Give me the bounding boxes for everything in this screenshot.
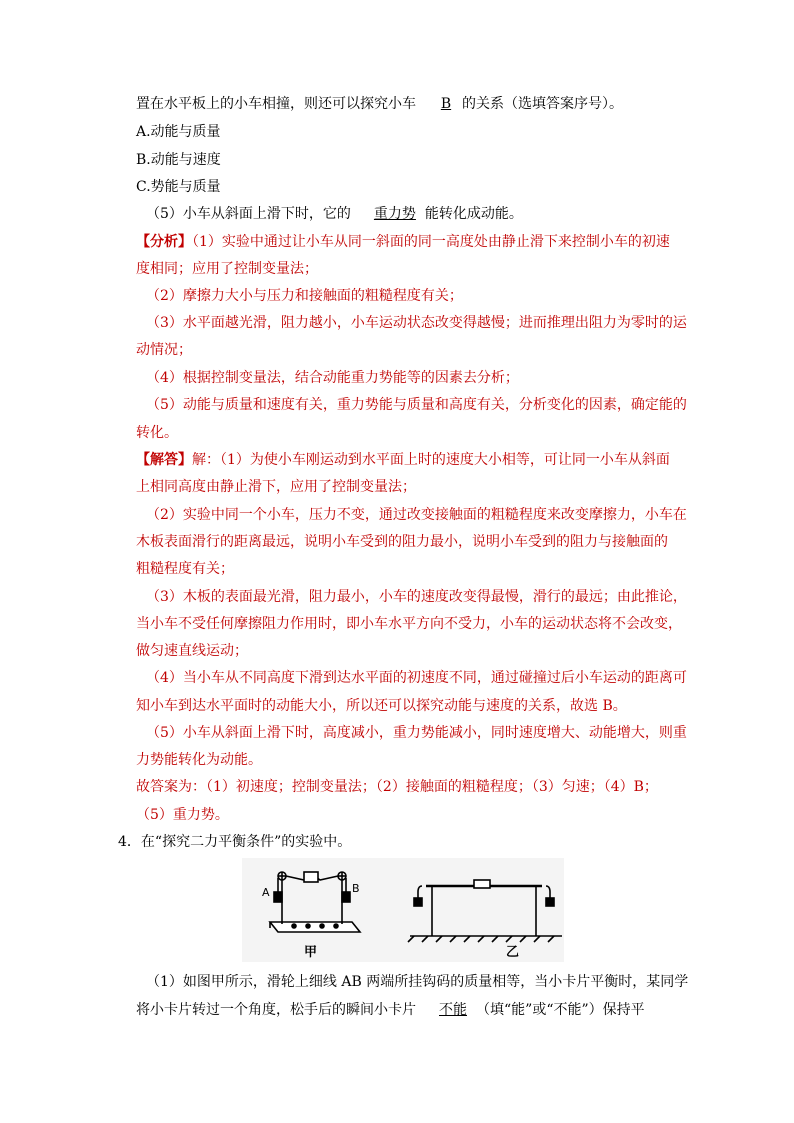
question-text: （5）小车从斜面上滑下时，它的 <box>146 206 351 222</box>
text-line <box>136 1000 645 1020</box>
question-number: 4． <box>118 834 141 850</box>
text-line: （1）如图甲所示，滑轮上细线 AB 两端所挂钩码的质量相等，当小卡片平衡时，某同学 <box>146 974 689 990</box>
solution-line: 粗糙程度有关； <box>136 561 234 577</box>
solution-line: 木板表面滑行的距离最远，说明小车受到的阻力最小，说明小车受到的阻力与接触面的 <box>136 534 668 550</box>
solution-line: （2）实验中同一个小车，压力不变，通过改变接触面的粗糙程度来改变摩擦力，小车在 <box>146 507 687 523</box>
solution-line: 做匀速直线运动； <box>136 643 248 659</box>
option-b: B.动能与速度 <box>136 152 221 168</box>
solution-line: （5）小车从斜面上滑下时，高度减小，重力势能减小，同时速度增大、动能增大，则重 <box>146 725 687 741</box>
option-a: A.动能与质量 <box>136 124 221 140</box>
caption-yi: 乙 <box>506 945 520 960</box>
analysis-line: 度相同；应用了控制变量法； <box>136 261 318 277</box>
analysis-tag: 【分析】 <box>136 234 192 250</box>
solution-line: 当小车不受任何摩擦阻力作用时，即小车水平方向不受力，小车的运动状态将不会改变， <box>136 616 682 632</box>
answer-summary: （5）重力势。 <box>136 807 229 823</box>
question-text: 能转化成动能。 <box>424 206 523 222</box>
caption-jia: 甲 <box>304 945 318 960</box>
text-line <box>146 204 523 224</box>
question-text: 在“探究二力平衡条件”的实验中。 <box>140 834 352 850</box>
answer-blank: 重力势 <box>373 206 416 222</box>
answer-summary: 故答案为：（1）初速度；控制变量法；（2）接触面的粗糙程度；（3）匀速；（4）B； <box>136 779 658 795</box>
question-text: （填“能”或“不能”）保持平 <box>476 1002 645 1018</box>
question-text: 将小卡片转过一个角度，松手后的瞬间小卡片 <box>136 1002 416 1018</box>
solution-line: （3）木板的表面最光滑，阻力最小，小车的速度改变得最慢，滑行的最远；由此推论， <box>146 589 687 605</box>
solution-line: 上相同高度由静止滑下，应用了控制变量法； <box>136 479 416 495</box>
label-a: A <box>262 886 270 899</box>
question-4-title <box>118 832 351 852</box>
solution-line: 知小车到达水平面时的动能大小，所以还可以探究动能与速度的关系，故选 B。 <box>136 698 627 714</box>
solution-tag: 【解答】 <box>136 452 192 468</box>
analysis-line: 转化。 <box>136 425 178 441</box>
question-text: 的关系（选填答案序号）。 <box>462 96 623 112</box>
analysis-line: （3）水平面越光滑，阻力越小，小车运动状态改变得越慢；进而推理出阻力为零时的运 <box>146 315 687 331</box>
text-line <box>136 94 623 114</box>
question-text: 置在水平板上的小车相撞，则还可以探究小车 <box>136 96 416 112</box>
analysis-line <box>136 232 670 252</box>
balance-apparatus-figure <box>242 858 564 962</box>
solution-line: （4）当小车从不同高度下滑到达水平面的初速度不同，通过碰撞过后小车运动的距离可 <box>146 670 687 686</box>
option-c: C.势能与质量 <box>136 179 221 195</box>
analysis-line: 动情况； <box>136 342 192 358</box>
analysis-line: （2）摩擦力大小与压力和接触面的粗糙程度有关； <box>146 288 463 304</box>
solution-text: 解：（1）为使小车刚运动到水平面上时的速度大小相等，可让同一小车从斜面 <box>192 452 670 468</box>
solution-line <box>136 450 670 470</box>
analysis-line: （4）根据控制变量法，结合动能重力势能等的因素去分析； <box>146 370 519 386</box>
analysis-line: （5）动能与质量和速度有关，重力势能与质量和高度有关，分析变化的因素，确定能的 <box>146 397 687 413</box>
answer-blank: B <box>440 96 452 112</box>
solution-line: 力势能转化为动能。 <box>136 752 262 768</box>
label-b: B <box>352 882 360 895</box>
experiment-figure <box>242 858 564 962</box>
answer-blank: 不能 <box>439 1002 467 1018</box>
analysis-text: （1）实验中通过让小车从同一斜面的同一高度处由静止滑下来控制小车的初速 <box>192 234 670 250</box>
